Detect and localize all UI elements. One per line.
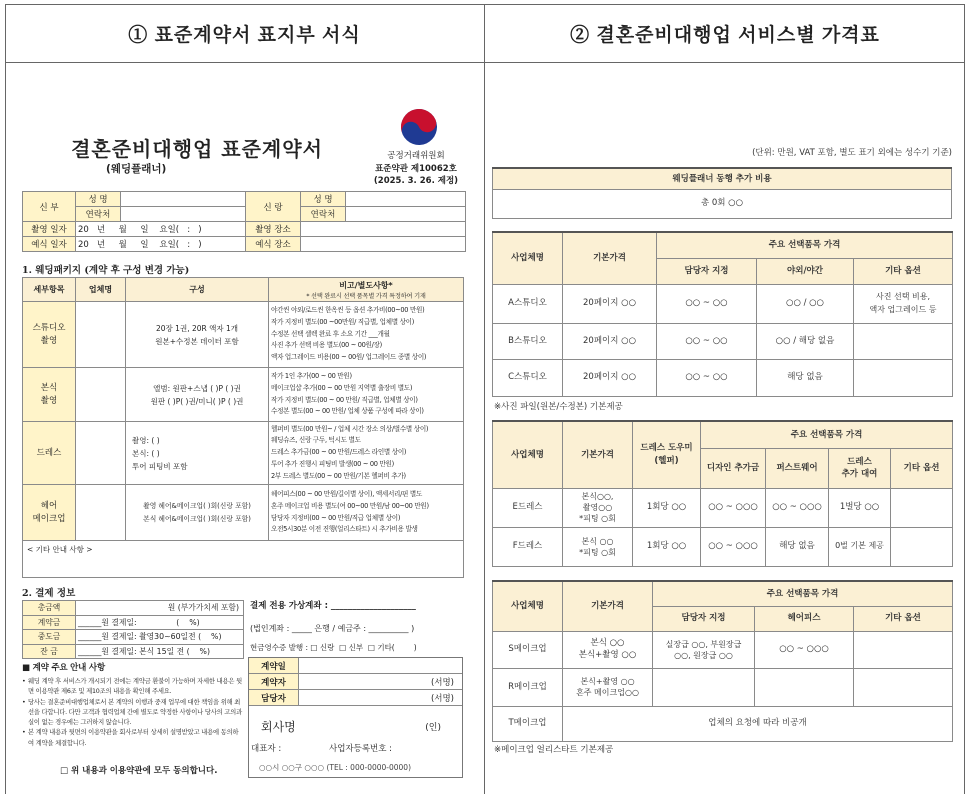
studio-note: ※사진 파일(원본/수정본) 기본제공: [494, 402, 623, 412]
etc-option: 사진 선택 비용, 액자 업그레이드 등: [854, 284, 953, 323]
company-row: [261, 718, 451, 735]
corporate-account: (법인계좌 : _____ 은행 / 예금주 : __________ ): [250, 624, 415, 633]
package-composition: 앨범: 원판+스냅 ( )P ( )권 원판 ( )P( )권/미니( )P ( )권: [126, 368, 269, 422]
total-value: 원 (부가가치세 포함): [76, 601, 244, 616]
dress-col-etc: 기타 옵션: [891, 448, 953, 488]
package-remarks: 헬퍼비 별도(00 만원~ / 업체 시간 장소 의상/벌수별 상이) 웨딩슈즈, 신랑 구두, 턱시도 별도 드레스 추가금(00 ~ 00 만원/드레스 라인별 상이) 투어 추가 진행시 피팅비 발생(00 ~ 00 만원) 2부 드레스 별도(00 ~ 00 만원/기본 헬퍼비 추가): [269, 422, 464, 485]
package-item-ceremony-photo: 본식 촬영: [23, 368, 76, 422]
deposit-value: ______원 결제일: ( %): [76, 615, 244, 630]
interim-value: ______원 결제일: 촬영30~60일전 ( %): [76, 630, 244, 645]
unit-note: (단위: 만원, VAT 포함, 별도 표기 외에는 성수기 기준): [752, 148, 952, 158]
col-remarks-note: * 선택 완료시 선택 품목별 가격 특정하여 기재: [306, 292, 426, 300]
package-vendor-field: [76, 485, 126, 541]
package-item-hair-makeup: 헤어 메이크업: [23, 485, 76, 541]
package-remarks: 야간씬 야외/로드씬 한옥씬 등 옵션 추가비(00~00 만원) 작가 지정비 별도(00 ~00만원/ 직급별, 업체별 상이) 수정본 선택 셀렉 완료 후 소요 기간 ___개월 사진 추가 선택 비용 별도(00 ~ 00원/장) 액자 업그레이드 비용(00 ~ 00원/ 업그레이드 종별 상이): [269, 302, 464, 368]
contractor-signature: (서명): [430, 677, 454, 688]
etc-option: [854, 668, 953, 706]
table-row: [493, 323, 953, 359]
studio-col-designate: 담당자 지정: [657, 258, 757, 284]
designate-price: ○○ ~ ○○: [657, 284, 757, 323]
extra-rental-price: 1벌당 ○○: [829, 488, 891, 527]
bride-name-field: [121, 192, 246, 207]
manager-label: 담당자: [249, 690, 299, 705]
government-emblem-icon: [399, 107, 439, 147]
makeup-col-hairpiece: 헤어피스: [755, 606, 854, 631]
design-price: ○○ ~ ○○○: [701, 527, 766, 566]
planner-fee-title: 웨딩플래너 동행 추가 비용: [493, 168, 952, 189]
dress-price-table: [492, 420, 953, 567]
bride-label: 신 부: [23, 192, 76, 222]
col-item: 세부항목: [23, 278, 76, 302]
helper-price: 1회당 ○○: [633, 488, 701, 527]
makeup-col-designate: 담당자 지정: [653, 606, 755, 631]
package-item-dress: 드레스: [23, 422, 76, 485]
col-vendor: 업체명: [76, 278, 126, 302]
studio-col-outdoor: 야외/야간: [757, 258, 854, 284]
designate-price: [653, 668, 755, 706]
bride-contact-field: [121, 207, 246, 222]
firstwear-price: 해당 없음: [766, 527, 829, 566]
payment-table: [22, 600, 244, 659]
vendor-name: A스튜디오: [493, 284, 563, 323]
package-vendor-field: [76, 422, 126, 485]
table-row: [493, 668, 953, 706]
etc-option: [891, 488, 953, 527]
studio-price-table: [492, 231, 953, 397]
vendor-name: S메이크업: [493, 631, 563, 668]
payment-heading: 2. 결제 정보: [22, 588, 76, 599]
balance-label: 잔 금: [23, 644, 76, 659]
designate-price: 실장급 ○○, 부원장급 ○○, 원장급 ○○: [653, 631, 755, 668]
notice-heading: ■ 계약 주요 안내 사항: [22, 663, 105, 673]
private-price-note: 업체의 요청에 따라 비공개: [563, 706, 953, 741]
table-row: [493, 359, 953, 396]
ceo-row: [251, 742, 461, 754]
wedding-place-field: [301, 237, 466, 252]
dress-col-group: 주요 선택품목 가격: [701, 421, 953, 448]
company-name-label: 회사명: [261, 720, 296, 734]
agency-block: [364, 150, 468, 188]
package-composition: 촬영: ( ) 본식: ( ) 투어 피팅비 포함: [126, 422, 269, 485]
bride-contact-label: 연락처: [76, 207, 121, 222]
col-composition: 구성: [126, 278, 269, 302]
agency-name: 공정거래위원회: [387, 151, 445, 161]
contract-subtitle: (웨딩플래너): [106, 163, 167, 175]
contractor-label: 계약자: [249, 674, 299, 689]
package-vendor-field: [76, 302, 126, 368]
col-remarks: [269, 278, 464, 302]
table-row: [493, 488, 953, 527]
left-panel-title: ① 표준계약서 표지부 서식: [128, 25, 361, 46]
notice-item: • 본 계약 내용과 뒷면의 이용약관을 회사로부터 상세히 설명받았고 내용에 동의하여 계약을 체결합니다.: [22, 728, 244, 749]
contract-notice: [22, 662, 244, 749]
notice-item: • 당사는 결혼준비대행업체로서 본 계약의 이행과 중재 업무에 대한 책임을 위해 최선을 다합니다. 다만 고객과 협력업체 간에 별도로 약정한 사항이나 당사의 고의과실이 없는 경우에는 그러하지 않습니다.: [22, 698, 244, 729]
vendor-name: F드레스: [493, 527, 563, 566]
enacted-date: (2025. 3. 26. 제정): [373, 176, 459, 186]
planner-fee-value: 총 0회 ○○: [493, 189, 952, 218]
vendor-name: E드레스: [493, 488, 563, 527]
firstwear-price: ○○ ~ ○○○: [766, 488, 829, 527]
party-info-table: [22, 191, 466, 252]
groom-contact-label: 연락처: [301, 207, 346, 222]
virtual-account: 결제 전용 가상계좌 : ____________________: [250, 601, 416, 611]
company-address: ○○시 ○○구 ○○○ (TEL : 000-0000-0000): [259, 763, 411, 772]
base-price: 20페이지 ○○: [563, 284, 657, 323]
wedding-date-label: 예식 일자: [23, 237, 76, 252]
wedding-date-field: 20 년 월 일 요일( : ): [76, 237, 246, 252]
vendor-name: T메이크업: [493, 706, 563, 741]
designate-price: ○○ ~ ○○: [657, 323, 757, 359]
standard-code: 표준약관 제10062호: [375, 163, 457, 174]
designate-price: ○○ ~ ○○: [657, 359, 757, 396]
bride-name-label: 성 명: [76, 192, 121, 207]
table-row: [493, 631, 953, 668]
dress-col-name: 사업체명: [493, 421, 563, 488]
contract-title: 결혼준비대행업 표준계약서: [71, 137, 323, 161]
dress-col-design: 디자인 추가금: [701, 448, 766, 488]
extra-rental-price: 0벌 기본 제공: [829, 527, 891, 566]
shoot-place-field: [301, 222, 466, 237]
header-divider: [5, 62, 965, 63]
groom-name-field: [346, 192, 466, 207]
account-block: [250, 601, 464, 653]
package-vendor-field: [76, 368, 126, 422]
studio-col-base: 기본가격: [563, 232, 657, 284]
makeup-col-group: 주요 선택품목 가격: [653, 581, 953, 606]
hairpiece-price: [755, 668, 854, 706]
etc-option: [854, 631, 953, 668]
package-item-studio: 스튜디오 촬영: [23, 302, 76, 368]
vendor-name: R메이크업: [493, 668, 563, 706]
total-label: 총금액: [23, 601, 76, 616]
studio-col-etc: 기타 옵션: [854, 258, 953, 284]
right-panel-title: ② 결혼준비대행업 서비스별 가격표: [570, 25, 880, 46]
notice-item: • 웨딩 계약 후 서비스가 개시되기 전에는 계약금 환불이 가능하며 자세한 내용은 뒷면 이용약관 제6조 및 제10조의 내용을 확인해 주세요.: [22, 677, 244, 698]
shoot-date-label: 촬영 일자: [23, 222, 76, 237]
cash-receipt: 현금영수증 발행 : □ 신랑 □ 신부 □ 기타( ): [250, 643, 417, 652]
company-seal: (인): [425, 723, 441, 733]
groom-label: 신 랑: [246, 192, 301, 222]
outdoor-price: ○○ / ○○: [757, 284, 854, 323]
base-price: 본식+촬영 ○○ 혼주 메이크업○○: [563, 668, 653, 706]
makeup-col-etc: 기타 옵션: [854, 606, 953, 631]
manager-row: [249, 690, 462, 706]
studio-col-group: 주요 선택품목 가격: [657, 232, 953, 258]
base-price: 본식○○, 촬영○○ *피팅 ○회: [563, 488, 633, 527]
studio-col-name: 사업체명: [493, 232, 563, 284]
makeup-price-table: [492, 580, 953, 742]
shoot-date-field: 20 년 월 일 요일( : ): [76, 222, 246, 237]
interim-label: 중도금: [23, 630, 76, 645]
package-remarks: 헤어피스(00 ~ 00 만원/길이별 상이), 액세서리/핀 별도 혼주 메이크업 비용 별도(여 00~00 만원/남 00~00 만원) 담당자 지정비(00 ~ 00 만원/직급 업체별 상이) 오전5시30분 이전 진행(얼리스타트) 시 추가비용 발생: [269, 485, 464, 541]
ceo-label: 대표자 :: [251, 744, 282, 754]
package-heading: 1. 웨딩패키지 (계약 후 구성 변경 가능): [22, 265, 190, 276]
helper-price: 1회당 ○○: [633, 527, 701, 566]
groom-contact-field: [346, 207, 466, 222]
dress-col-base: 기본가격: [563, 421, 633, 488]
package-composition: 20장 1권, 20R 액자 1개 원본+수정본 데이터 포함: [126, 302, 269, 368]
dress-col-helper: 드레스 도우미 (헬퍼): [633, 421, 701, 488]
etc-option: [891, 527, 953, 566]
hairpiece-price: ○○ ~ ○○○: [755, 631, 854, 668]
table-row: [493, 527, 953, 566]
other-notes-field: < 기타 안내 사항 >: [23, 541, 464, 578]
base-price: 20페이지 ○○: [563, 323, 657, 359]
business-number-label: 사업자등록번호 :: [329, 744, 393, 754]
shoot-place-label: 촬영 장소: [246, 222, 301, 237]
balance-value: ______원 결제일: 본식 15일 전 ( %): [76, 644, 244, 659]
groom-name-label: 성 명: [301, 192, 346, 207]
contract-date-label: 계약일: [249, 658, 299, 673]
panel-divider: [484, 4, 485, 794]
dress-col-extra: 드레스 추가 대여: [829, 448, 891, 488]
package-composition: 촬영 헤어&메이크업( )회(신랑 포함) 본식 헤어&메이크업( )회(신랑 포함): [126, 485, 269, 541]
contract-date-field: [299, 658, 462, 673]
signature-box: [248, 657, 463, 778]
contractor-row: [249, 674, 462, 690]
base-price: 20페이지 ○○: [563, 359, 657, 396]
vendor-name: C스튜디오: [493, 359, 563, 396]
table-row: [493, 706, 953, 741]
package-remarks: 작가 1인 추가(00 ~ 00 만원) 메이크업샵 추가(00 ~ 00 만원 지역별 출장비 별도) 작가 지정비 별도(00 ~ 00 만원/ 직급별, 업체별 상이) 수정본 별도(00 ~ 00 만원/ 업체 상품 구성에 따라 상이): [269, 368, 464, 422]
vendor-name: B스튜디오: [493, 323, 563, 359]
base-price: 본식 ○○ *피팅 ○회: [563, 527, 633, 566]
wedding-package-table: [22, 277, 464, 578]
makeup-col-base: 기본가격: [563, 581, 653, 631]
base-price: 본식 ○○ 본식+촬영 ○○: [563, 631, 653, 668]
outdoor-price: ○○ / 해당 없음: [757, 323, 854, 359]
etc-option: [854, 359, 953, 396]
wedding-place-label: 예식 장소: [246, 237, 301, 252]
makeup-note: ※메이크업 얼리스타트 기본제공: [494, 745, 614, 755]
makeup-col-name: 사업체명: [493, 581, 563, 631]
etc-option: [854, 323, 953, 359]
planner-fee-table: [492, 167, 952, 219]
outdoor-price: 해당 없음: [757, 359, 854, 396]
manager-signature: (서명): [430, 693, 454, 704]
table-row: [493, 284, 953, 323]
dress-col-firstwear: 퍼스트웨어: [766, 448, 829, 488]
deposit-label: 계약금: [23, 615, 76, 630]
agreement-check: □ 위 내용과 이용약관에 모두 동의합니다.: [60, 766, 218, 776]
design-price: ○○ ~ ○○○: [701, 488, 766, 527]
contract-date-row: [249, 658, 462, 674]
col-remarks-label: 비고/별도사항*: [339, 280, 393, 290]
